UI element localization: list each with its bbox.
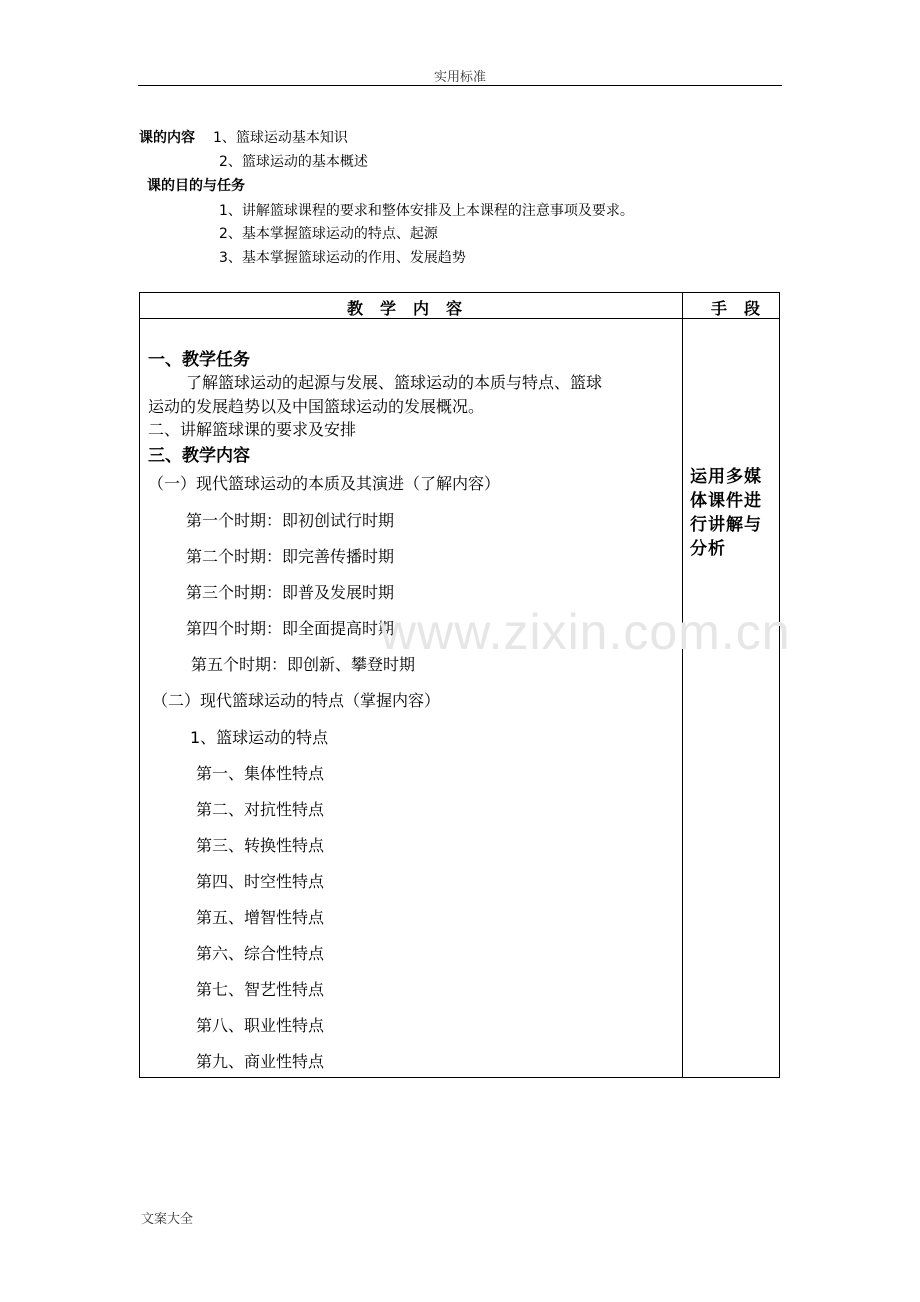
feature-item: 第四、时空性特点: [196, 872, 325, 891]
goal-item-2: 2、基本掌握篮球运动的特点、起源: [219, 226, 438, 242]
goal-item-1: 1、讲解篮球课程的要求和整体安排及上本课程的注意事项及要求。: [219, 203, 634, 219]
feature-item: 第五、增智性特点: [196, 908, 325, 927]
section-task-text-2: 运动的发展趋势以及中国篮球运动的发展概况。: [148, 397, 485, 416]
features-title: 1、篮球运动的特点: [190, 728, 329, 747]
page-header: 实用标准: [433, 70, 486, 85]
part1-title: （一）现代篮球运动的本质及其演进（了解内容）: [148, 474, 501, 493]
part2-title: （二）现代篮球运动的特点（掌握内容）: [152, 691, 441, 710]
header-rule: [138, 85, 782, 86]
feature-item: 第七、智艺性特点: [196, 980, 325, 999]
col-header-content: 教学内容: [347, 299, 480, 318]
feature-item: 第八、职业性特点: [196, 1016, 325, 1035]
feature-item: 第二、对抗性特点: [196, 800, 325, 819]
content-item-1: 1、篮球运动基本知识: [213, 130, 348, 146]
column-divider: [682, 293, 683, 1077]
col-header-method: 手段: [711, 299, 778, 318]
section-content-title: 三、教学内容: [148, 446, 250, 466]
goal-item-3: 3、基本掌握篮球运动的作用、发展趋势: [219, 250, 466, 266]
goal-label: 课的目的与任务: [147, 178, 245, 194]
period-item: 第一个时期：即初创试行时期: [186, 511, 395, 530]
period-item: 第四个时期：即全面提高时期: [186, 619, 395, 638]
content-label: 课的内容: [139, 130, 195, 146]
page-footer: 文案大全: [141, 1212, 194, 1227]
lesson-table: [139, 292, 780, 1078]
feature-item: 第九、商业性特点: [196, 1052, 325, 1071]
feature-item: 第三、转换性特点: [196, 836, 325, 855]
section-task-title: 一、教学任务: [148, 350, 250, 370]
feature-item: 第六、综合性特点: [196, 944, 325, 963]
method-text: 运用多媒体课件进行讲解与分析: [690, 467, 762, 559]
section-requirements-title: 二、讲解篮球课的要求及安排: [148, 420, 357, 439]
content-item-2: 2、篮球运动的基本概述: [219, 154, 368, 170]
period-item: 第二个时期：即完善传播时期: [186, 547, 395, 566]
watermark-text: www.zixin.com.cn: [380, 604, 791, 660]
feature-item: 第一、集体性特点: [196, 764, 325, 783]
section-task-text-1: 了解篮球运动的起源与发展、篮球运动的本质与特点、篮球: [186, 373, 603, 392]
period-item: 第五个时期：即创新、攀登时期: [191, 655, 416, 674]
period-item: 第三个时期：即普及发展时期: [186, 583, 395, 602]
